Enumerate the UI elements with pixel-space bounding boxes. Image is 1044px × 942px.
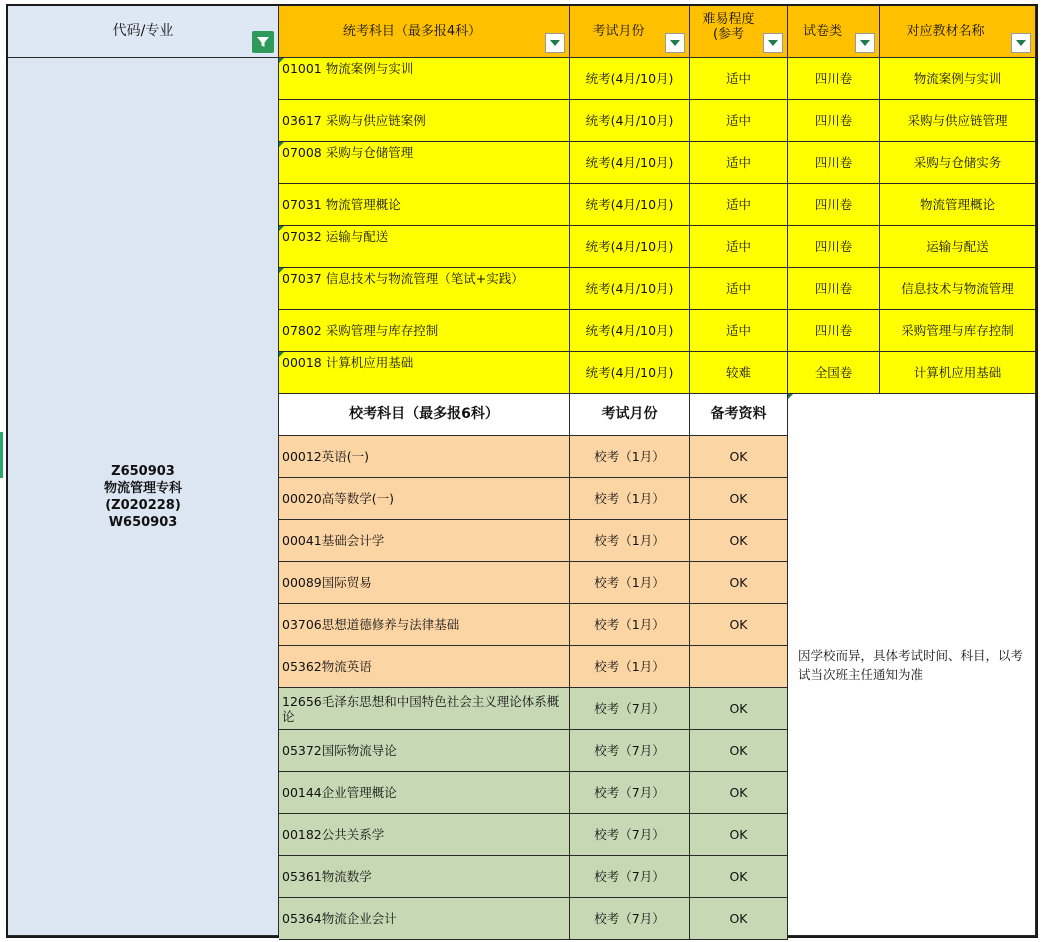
school-month-cell-text: 校考（7月） — [594, 743, 665, 758]
unified-subject-cell[interactable] — [279, 142, 570, 184]
school-subject-cell[interactable] — [279, 604, 570, 646]
school-material-cell[interactable] — [690, 772, 788, 814]
unified-difficulty-cell[interactable] — [690, 268, 788, 310]
unified-month-cell[interactable] — [570, 184, 690, 226]
unified-textbook-cell-text: 采购与仓储实务 — [913, 155, 1002, 170]
school-material-cell-text: OK — [729, 827, 748, 842]
school-subject-cell[interactable] — [279, 730, 570, 772]
school-month-cell[interactable] — [570, 688, 690, 730]
unified-textbook-cell[interactable] — [880, 58, 1036, 100]
unified-subject-cell[interactable] — [279, 58, 570, 100]
unified-month-cell-text: 统考(4月/10月) — [585, 323, 674, 338]
school-subject-cell-text: 00041基础会计学 — [282, 533, 385, 548]
unified-difficulty-cell[interactable] — [690, 100, 788, 142]
unified-difficulty-cell[interactable] — [690, 352, 788, 394]
school-subject-cell-text: 03706思想道德修养与法律基础 — [282, 617, 460, 632]
school-material-cell-text: OK — [729, 911, 748, 926]
unified-month-cell[interactable] — [570, 58, 690, 100]
row-selection-marker — [0, 432, 3, 478]
school-material-cell[interactable] — [690, 604, 788, 646]
unified-subject-cell-text: 00018 计算机应用基础 — [282, 355, 414, 370]
unified-difficulty-cell-text: 适中 — [725, 113, 751, 128]
school-material-cell[interactable] — [690, 814, 788, 856]
unified-difficulty-cell-text: 适中 — [725, 155, 751, 170]
school-month-cell[interactable] — [570, 646, 690, 688]
school-material-cell-text: OK — [729, 575, 748, 590]
school-material-cell[interactable] — [690, 520, 788, 562]
school-subject-cell-text: 00089国际贸易 — [282, 575, 372, 590]
unified-textbook-cell-text: 采购管理与库存控制 — [901, 323, 1014, 338]
unified-difficulty-cell[interactable] — [690, 310, 788, 352]
school-month-cell-text: 校考（1月） — [594, 617, 665, 632]
unified-difficulty-cell-text: 适中 — [725, 71, 751, 86]
header-subject-label: 统考科目（最多报4科） — [342, 24, 482, 39]
school-material-cell-text: OK — [729, 743, 748, 758]
school-month-cell-text: 校考（1月） — [594, 533, 665, 548]
unified-difficulty-cell-text: 适中 — [725, 323, 751, 338]
header-month-label: 考试月份 — [592, 24, 645, 39]
unified-paper-cell-text: 四川卷 — [814, 281, 853, 296]
unified-subject-cell[interactable] — [279, 100, 570, 142]
spreadsheet-table — [6, 4, 1038, 938]
school-header-material-label: 备考资料 — [710, 406, 767, 422]
unified-subject-cell-text: 03617 采购与供应链案例 — [282, 113, 426, 128]
unified-month-cell[interactable] — [570, 100, 690, 142]
unified-subject-cell[interactable] — [279, 226, 570, 268]
school-month-cell-text: 校考（7月） — [594, 827, 665, 842]
comment-marker — [279, 226, 284, 231]
note-text: 因学校而异，具体考试时间、科目，以考试当次班主任通知为准 — [798, 647, 1024, 682]
unified-paper-cell[interactable] — [788, 352, 880, 394]
school-subject-cell[interactable] — [279, 814, 570, 856]
school-subject-cell[interactable] — [279, 772, 570, 814]
unified-paper-cell[interactable] — [788, 100, 880, 142]
chevron-down-icon[interactable] — [763, 33, 783, 53]
school-month-cell[interactable] — [570, 814, 690, 856]
chevron-down-icon[interactable] — [1011, 33, 1031, 53]
comment-marker — [279, 268, 284, 273]
unified-textbook-cell[interactable] — [880, 184, 1036, 226]
school-material-cell[interactable] — [690, 562, 788, 604]
school-subject-cell-text: 05364物流企业会计 — [282, 911, 397, 926]
school-material-cell-text: OK — [729, 491, 748, 506]
unified-difficulty-cell-text: 适中 — [725, 239, 751, 254]
unified-difficulty-cell[interactable] — [690, 58, 788, 100]
comment-marker — [279, 58, 284, 63]
unified-textbook-cell[interactable] — [880, 142, 1036, 184]
header-paper-label: 试卷类 — [802, 24, 842, 39]
unified-month-cell-text: 统考(4月/10月) — [585, 281, 674, 296]
unified-textbook-cell-text: 信息技术与物流管理 — [901, 281, 1014, 296]
unified-textbook-cell[interactable] — [880, 352, 1036, 394]
unified-paper-cell[interactable] — [788, 58, 880, 100]
school-subject-cell-text: 05372国际物流导论 — [282, 743, 397, 758]
unified-paper-cell[interactable] — [788, 142, 880, 184]
header-major-label: 代码/专业 — [112, 23, 174, 39]
school-month-cell-text: 校考（1月） — [594, 659, 665, 674]
filter-icon[interactable] — [252, 31, 274, 53]
school-month-cell-text: 校考（1月） — [594, 575, 665, 590]
unified-subject-cell-text: 07032 运输与配送 — [282, 229, 389, 244]
unified-difficulty-cell[interactable] — [690, 184, 788, 226]
school-header-month — [570, 394, 690, 436]
school-subject-cell[interactable] — [279, 856, 570, 898]
school-month-cell[interactable] — [570, 436, 690, 478]
school-subject-cell-text: 05361物流数学 — [282, 869, 372, 884]
major-alt-code: W650903 — [108, 514, 178, 530]
school-subject-cell[interactable] — [279, 478, 570, 520]
school-material-cell-text: OK — [729, 449, 748, 464]
header-textbook[interactable] — [880, 6, 1036, 58]
unified-paper-cell[interactable] — [788, 268, 880, 310]
unified-paper-cell-text: 四川卷 — [814, 239, 853, 254]
unified-textbook-cell[interactable] — [880, 226, 1036, 268]
school-header-material — [690, 394, 788, 436]
unified-subject-cell-text: 07031 物流管理概论 — [282, 197, 401, 212]
header-major-column[interactable] — [8, 6, 279, 58]
unified-month-cell-text: 统考(4月/10月) — [585, 365, 674, 380]
school-month-cell-text: 校考（7月） — [594, 785, 665, 800]
school-subject-cell-text: 05362物流英语 — [282, 659, 372, 674]
school-month-cell-text: 校考（1月） — [594, 491, 665, 506]
school-month-cell[interactable] — [570, 604, 690, 646]
unified-textbook-cell-text: 物流管理概论 — [919, 197, 995, 212]
school-material-cell[interactable] — [690, 436, 788, 478]
header-unified-subject[interactable] — [279, 6, 570, 58]
school-subject-cell[interactable] — [279, 562, 570, 604]
unified-difficulty-cell-text: 适中 — [725, 197, 751, 212]
school-month-cell[interactable] — [570, 730, 690, 772]
unified-month-cell[interactable] — [570, 268, 690, 310]
school-material-cell[interactable] — [690, 898, 788, 940]
school-material-cell-text: OK — [729, 869, 748, 884]
unified-textbook-cell-text: 采购与供应链管理 — [907, 113, 1008, 128]
school-material-cell[interactable] — [690, 856, 788, 898]
unified-month-cell[interactable] — [570, 142, 690, 184]
header-difficulty-sub: (参考 — [712, 27, 745, 42]
school-subject-cell[interactable] — [279, 646, 570, 688]
unified-subject-cell-text: 07802 采购管理与库存控制 — [282, 323, 439, 338]
unified-textbook-cell[interactable] — [880, 310, 1036, 352]
school-material-cell[interactable] — [690, 646, 788, 688]
unified-textbook-cell-text: 物流案例与实训 — [913, 71, 1002, 86]
unified-month-cell-text: 统考(4月/10月) — [585, 197, 674, 212]
school-header-month-label: 考试月份 — [601, 406, 658, 422]
chevron-down-icon[interactable] — [545, 33, 565, 53]
unified-textbook-cell-text: 计算机应用基础 — [913, 365, 1002, 380]
unified-difficulty-cell-text: 适中 — [725, 281, 751, 296]
unified-textbook-cell-text: 运输与配送 — [926, 239, 989, 254]
school-material-cell-text: OK — [729, 785, 748, 800]
school-month-cell-text: 校考（7月） — [594, 869, 665, 884]
school-subject-cell-text: 12656毛泽东思想和中国特色社会主义理论体系概论 — [282, 693, 560, 724]
comment-marker — [279, 352, 284, 357]
chevron-down-icon[interactable] — [665, 33, 685, 53]
school-month-cell[interactable] — [570, 478, 690, 520]
unified-subject-cell-text: 07037 信息技术与物流管理（笔试+实践） — [282, 271, 524, 286]
school-subject-cell[interactable] — [279, 520, 570, 562]
unified-month-cell[interactable] — [570, 226, 690, 268]
school-subject-cell[interactable] — [279, 436, 570, 478]
school-subject-cell[interactable] — [279, 898, 570, 940]
unified-paper-cell-text: 四川卷 — [814, 113, 853, 128]
header-difficulty-label: 难易程度 — [702, 12, 755, 27]
major-name: 物流管理专科 — [103, 480, 182, 496]
unified-month-cell-text: 统考(4月/10月) — [585, 71, 674, 86]
comment-marker — [788, 394, 793, 399]
unified-paper-cell-text: 四川卷 — [814, 323, 853, 338]
school-month-cell[interactable] — [570, 772, 690, 814]
unified-subject-cell-text: 01001 物流案例与实训 — [282, 61, 414, 76]
school-month-cell-text: 校考（7月） — [594, 701, 665, 716]
school-subject-cell[interactable] — [279, 688, 570, 730]
unified-textbook-cell[interactable] — [880, 268, 1036, 310]
unified-paper-cell-text: 四川卷 — [814, 155, 853, 170]
major-code: Z650903 — [111, 463, 175, 479]
school-material-cell[interactable] — [690, 688, 788, 730]
school-month-cell-text: 校考（7月） — [594, 911, 665, 926]
unified-month-cell-text: 统考(4月/10月) — [585, 155, 674, 170]
chevron-down-icon[interactable] — [855, 33, 875, 53]
unified-paper-cell-text: 四川卷 — [814, 197, 853, 212]
header-difficulty[interactable] — [690, 6, 788, 58]
unified-subject-cell[interactable] — [279, 310, 570, 352]
unified-difficulty-cell[interactable] — [690, 142, 788, 184]
unified-subject-cell[interactable] — [279, 184, 570, 226]
unified-month-cell[interactable] — [570, 310, 690, 352]
school-header-subject — [279, 394, 570, 436]
school-subject-cell-text: 00012英语(一) — [282, 449, 370, 464]
unified-month-cell-text: 统考(4月/10月) — [585, 239, 674, 254]
header-textbook-label: 对应教材名称 — [906, 24, 985, 39]
school-material-cell[interactable] — [690, 730, 788, 772]
unified-paper-cell[interactable] — [788, 310, 880, 352]
unified-textbook-cell[interactable] — [880, 100, 1036, 142]
comment-marker — [279, 142, 284, 147]
unified-difficulty-cell[interactable] — [690, 226, 788, 268]
unified-paper-cell[interactable] — [788, 184, 880, 226]
major-cell[interactable] — [8, 58, 279, 936]
unified-paper-cell-text: 全国卷 — [814, 365, 853, 380]
school-material-cell[interactable] — [690, 478, 788, 520]
unified-subject-cell[interactable] — [279, 352, 570, 394]
school-month-cell[interactable] — [570, 520, 690, 562]
unified-month-cell-text: 统考(4月/10月) — [585, 113, 674, 128]
school-header-subject-label: 校考科目（最多报6科） — [349, 406, 499, 422]
school-material-cell-text: OK — [729, 617, 748, 632]
unified-month-cell[interactable] — [570, 352, 690, 394]
school-material-cell-text: OK — [729, 701, 748, 716]
school-subject-cell-text: 00020高等数学(一) — [282, 491, 395, 506]
header-exam-month[interactable] — [570, 6, 690, 58]
school-month-cell-text: 校考（1月） — [594, 449, 665, 464]
major-old-code: (Z020228) — [105, 497, 181, 513]
unified-subject-cell-text: 07008 采购与仓储管理 — [282, 145, 414, 160]
school-subject-cell-text: 00182公共关系学 — [282, 827, 385, 842]
unified-subject-cell[interactable] — [279, 268, 570, 310]
unified-difficulty-cell-text: 较难 — [725, 365, 751, 380]
note-cell[interactable] — [788, 394, 1036, 936]
school-month-cell[interactable] — [570, 898, 690, 940]
school-material-cell-text: OK — [729, 533, 748, 548]
school-subject-cell-text: 00144企业管理概论 — [282, 785, 397, 800]
header-paper-type[interactable] — [788, 6, 880, 58]
unified-paper-cell-text: 四川卷 — [814, 71, 853, 86]
unified-paper-cell[interactable] — [788, 226, 880, 268]
school-month-cell[interactable] — [570, 856, 690, 898]
school-month-cell[interactable] — [570, 562, 690, 604]
